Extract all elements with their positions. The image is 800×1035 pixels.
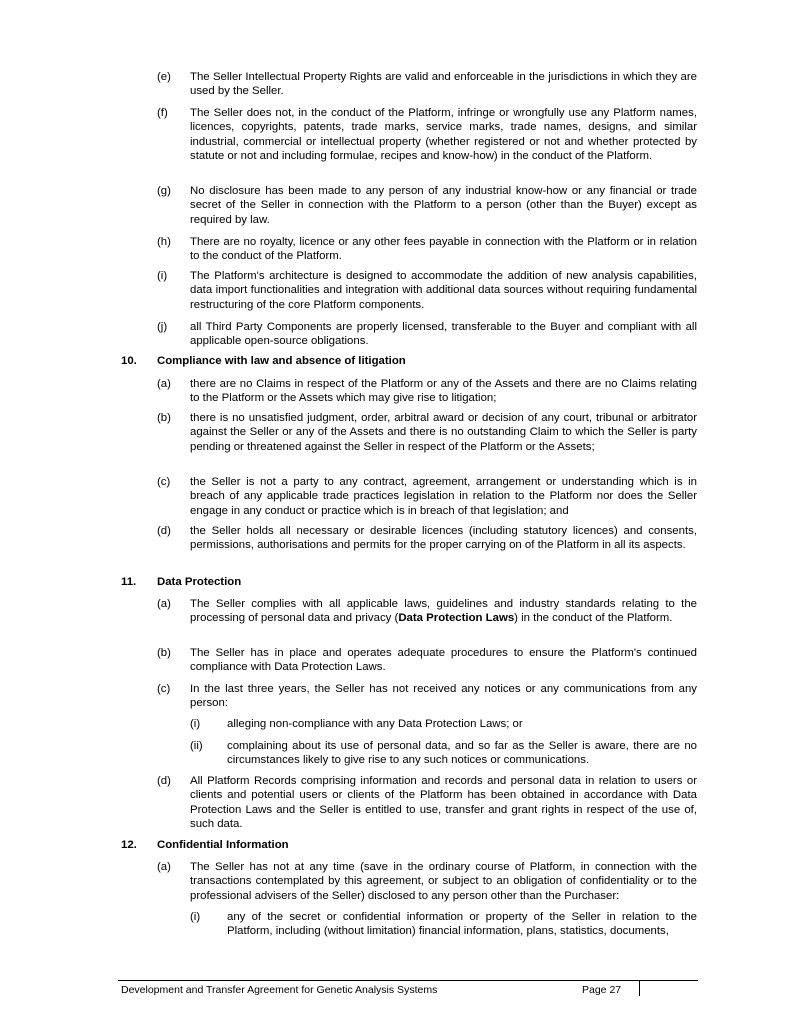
subclause-text: any of the secret or confidential information or property of the Seller in relation to the Platform, including (without limitation) financial information, plans, statistics, documents,	[227, 911, 697, 938]
clause-text: There are no royalty, licence or any other fees payable in connection with the Platform or in relation to the conduct of the Platform.	[190, 236, 697, 263]
clause-label: (j)	[157, 321, 168, 333]
clause-item	[157, 70, 697, 99]
section-number: 10.	[121, 355, 137, 367]
clause-item	[157, 774, 697, 831]
clause-item	[157, 235, 697, 264]
clause-label: (f)	[157, 107, 168, 119]
subclause-text: alleging non-compliance with any Data Protection Laws; or	[227, 718, 523, 730]
clause-text: No disclosure has been made to any person of any industrial know-how or any financial or trade secret of the Seller in connection with the Platform to a person (other than the Buyer) except as required by law.	[190, 185, 697, 226]
clause-item	[157, 411, 697, 454]
subclause-label: (i)	[190, 718, 201, 730]
clause-item	[157, 682, 697, 711]
clause-text: The Platform's architecture is designed to accommodate the addition of new analysis capabilities, data import functionalities and integration with additional data sources without requiring fundamental restructuring of the core Platform components.	[190, 270, 697, 311]
section-title: Compliance with law and absence of litigation	[157, 355, 406, 367]
clause-label: (d)	[157, 775, 171, 787]
clause-item	[157, 860, 697, 903]
subclause-item	[190, 739, 697, 768]
clause-text: In the last three years, the Seller has not received any notices or any communications from any person:	[190, 683, 697, 710]
section-number: 12.	[121, 839, 137, 851]
clause-text: all Third Party Components are properly licensed, transferable to the Buyer and compliant with all applicable open-source obligations.	[190, 321, 697, 348]
clause-text: All Platform Records comprising information and records and personal data in relation to users or clients and potential users or clients of the Platform has been obtained in accordance with Data Protection Laws and the Seller is entitled to use, transfer and grant rights in respect of the use of, such data.	[190, 775, 697, 830]
clause-text: the Seller is not a party to any contract, agreement, arrangement or understanding which is in breach of any applicable trade practices legislation in relation to the Platform nor does the Seller engage in any conduct or practice which is in breach of that legislation; and	[190, 476, 697, 517]
section-title: Confidential Information	[157, 839, 289, 851]
clause-label: (g)	[157, 185, 171, 197]
clause-text: The Seller has in place and operates adequate procedures to ensure the Platform's continued compliance with Data Protection Laws.	[190, 647, 697, 674]
section-heading	[121, 838, 289, 852]
clause-label: (a)	[157, 861, 171, 873]
clause-label: (c)	[157, 683, 171, 695]
subclause-label: (ii)	[190, 740, 203, 752]
footer-divider	[118, 980, 698, 981]
clause-item	[157, 646, 697, 675]
clause-label: (d)	[157, 525, 171, 537]
clause-label: (c)	[157, 476, 171, 488]
defined-term: Data Protection Laws	[398, 612, 515, 625]
clause-text-part: The Seller complies with all applicable laws, guidelines and industry standards relating to the processing of personal data and privacy (	[190, 598, 697, 625]
section-number: 11.	[121, 576, 137, 588]
subclause-item	[190, 717, 697, 731]
footer-tick-mark	[639, 981, 640, 996]
clause-item	[157, 269, 697, 312]
section-title: Data Protection	[157, 576, 242, 588]
subclause-label: (i)	[190, 911, 201, 923]
clause-text: The Seller has not at any time (save in the ordinary course of Platform, in connection with the transactions contemplated by this agreement, or subject to an obligation of confidentiality or to the professional advisers of the Seller) disclosed to any person other than the Purchaser:	[190, 861, 697, 902]
clause-item	[157, 524, 697, 553]
clause-label: (i)	[157, 270, 168, 282]
clause-text: The Seller does not, in the conduct of the Platform, infringe or wrongfully use any Platform names, licences, copyrights, patents, trade marks, service marks, trade names, designs, and similar industrial, commercial or intellectual property (whether registered or not and whether protected by statute or not and including formulae, recipes and know-how) in the conduct of the Platform.	[190, 107, 697, 162]
clause-item	[157, 106, 697, 163]
clause-text: there are no Claims in respect of the Platform or any of the Assets and there are no Claims relating to the Platform or the Assets which may give rise to litigation;	[190, 378, 697, 405]
clause-text: the Seller holds all necessary or desirable licences (including statutory licences) and consents, permissions, authorisations and permits for the proper carrying on of the Platform in all its aspects.	[190, 525, 697, 552]
clause-label: (a)	[157, 598, 171, 610]
subclause-text: complaining about its use of personal data, and so far as the Seller is aware, there are no circumstances likely to give rise to any such notices or communications.	[227, 740, 697, 767]
clause-item	[157, 377, 697, 406]
clause-label: (a)	[157, 378, 171, 390]
clause-item	[157, 184, 697, 227]
clause-item	[157, 320, 697, 349]
clause-text: The Seller Intellectual Property Rights are valid and enforceable in the jurisdictions in which they are used by the Seller.	[190, 71, 697, 98]
page-number: Page 27	[582, 984, 622, 996]
clause-text-part: ) in the conduct of the Platform.	[514, 612, 673, 625]
subclause-item	[190, 910, 697, 939]
section-heading	[121, 354, 406, 368]
section-heading	[121, 575, 241, 589]
clause-label: (h)	[157, 236, 171, 248]
clause-item	[157, 597, 697, 626]
clause-label: (b)	[157, 412, 171, 424]
clause-item	[157, 475, 697, 518]
clause-label: (b)	[157, 647, 171, 659]
clause-text: there is no unsatisfied judgment, order, arbitral award or decision of any court, tribunal or arbitrator against the Seller or any of the Assets and there is no outstanding Claim to which the Seller is party pending or threatened against the Seller in respect of the Platform or the Assets;	[190, 412, 697, 453]
footer-title: Development and Transfer Agreement for Genetic Analysis Systems	[121, 984, 438, 996]
clause-label: (e)	[157, 71, 171, 83]
